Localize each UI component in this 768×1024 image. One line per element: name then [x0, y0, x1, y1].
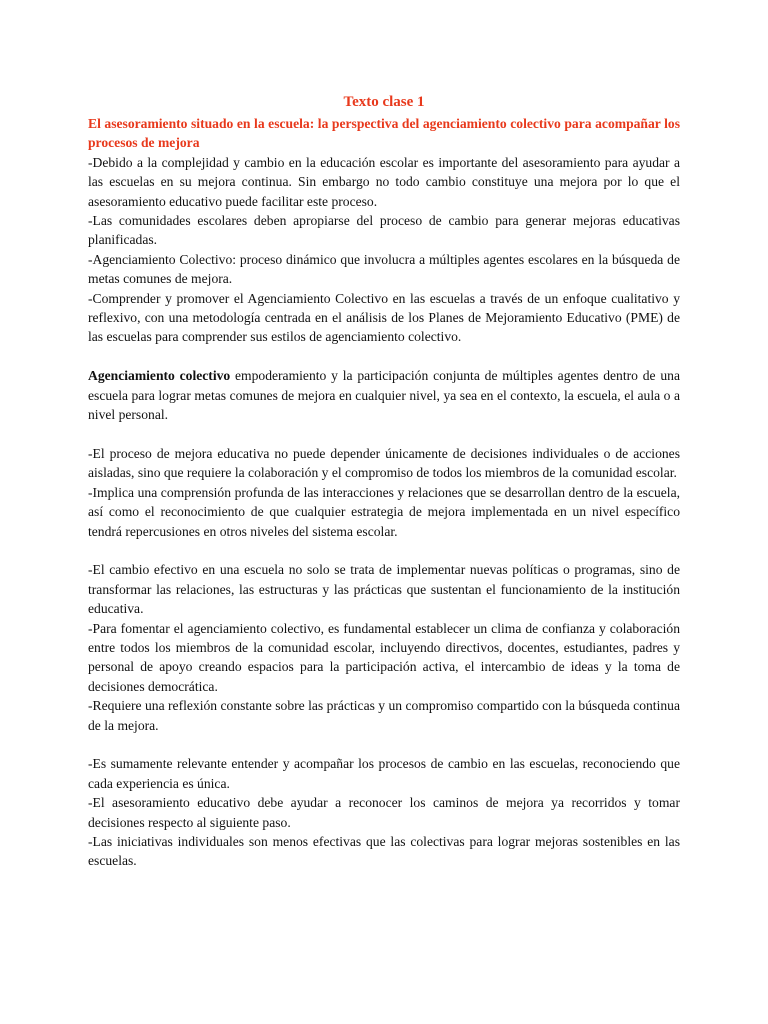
paragraph: -El proceso de mejora educativa no puede depender únicamente de decisiones individuales o de acciones aisladas, sino que requiere la colaboración y el compromiso de todos los miembros de la comunidad escolar.	[88, 445, 680, 481]
paragraph-spacer	[88, 735, 680, 754]
paragraph: -Requiere una reflexión constante sobre las prácticas y un compromiso compartido con la búsqueda continua de la mejora.	[88, 698, 680, 733]
section-process	[88, 444, 680, 541]
paragraph-spacer	[88, 347, 680, 366]
section-intro	[88, 153, 680, 347]
paragraph: -Las comunidades escolares deben apropiarse del proceso de cambio para generar mejoras educativas planificadas.	[88, 213, 680, 248]
paragraph: -Es sumamente relevante entender y acompañar los procesos de cambio en las escuelas, reconociendo que cada experiencia es única.	[88, 756, 680, 791]
paragraph-spacer	[88, 541, 680, 560]
document-page	[88, 92, 680, 871]
paragraph-spacer	[88, 424, 680, 443]
definition-text: empoderamiento y la participación conjunta de múltiples agentes dentro de una escuela para lograr metas comunes de mejora en cualquier nivel, ya sea en el contexto, la escuela, el aula o a nivel personal.	[88, 368, 680, 423]
section-change	[88, 560, 680, 735]
paragraph: -Para fomentar el agenciamiento colectivo, es fundamental establecer un clima de confianza y colaboración entre todos los miembros de la comunidad escolar, incluyendo directivos, docentes, estudiantes, padres y personal de apoyo creando espacios para la participación activa, el intercambio de ideas y la toma de decisiones democrática.	[88, 620, 680, 694]
paragraph: -Implica una comprensión profunda de las interacciones y relaciones que se desarrollan dentro de la escuela, así como el reconocimiento de que cualquier estrategia de mejora implementada en un nivel específico tendrá repercusiones en otros niveles del sistema escolar.	[88, 484, 680, 539]
paragraph: -Debido a la complejidad y cambio en la educación escolar es importante del asesoramiento para ayudar a las escuelas en su mejora continua. Sin embargo no todo cambio constituye una mejora por lo que el asesoramiento educativo puede facilitar este proceso.	[88, 154, 680, 209]
paragraph: -Comprender y promover el Agenciamiento Colectivo en las escuelas a través de un enfoque cualitativo y reflexivo, con una metodología centrada en el análisis de los Planes de Mejoramiento Educativo (PME) de las escuelas para comprender sus estilos de agenciamiento colectivo.	[88, 290, 680, 345]
definition-paragraph	[88, 366, 680, 424]
paragraph: -Agenciamiento Colectivo: proceso dinámico que involucra a múltiples agentes escolares en la búsqueda de metas comunes de mejora.	[88, 251, 680, 287]
definition-term: Agenciamiento colectivo	[88, 368, 231, 384]
paragraph: -Las iniciativas individuales son menos efectivas que las colectivas para lograr mejoras sostenibles en las escuelas.	[88, 833, 680, 869]
document-title: Texto clase 1	[343, 94, 425, 110]
document-subtitle: El asesoramiento situado en la escuela: la perspectiva del agenciamiento colectivo para acompañar los procesos de mejora	[88, 116, 680, 151]
paragraph: -El cambio efectivo en una escuela no solo se trata de implementar nuevas políticas o programas, sino de transformar las relaciones, las estructuras y las prácticas que sustentan el funcionamiento de la institución educativa.	[88, 562, 680, 617]
section-advisory	[88, 754, 680, 870]
paragraph: -El asesoramiento educativo debe ayudar a reconocer los caminos de mejora ya recorridos y tomar decisiones respecto al siguiente paso.	[88, 795, 680, 830]
